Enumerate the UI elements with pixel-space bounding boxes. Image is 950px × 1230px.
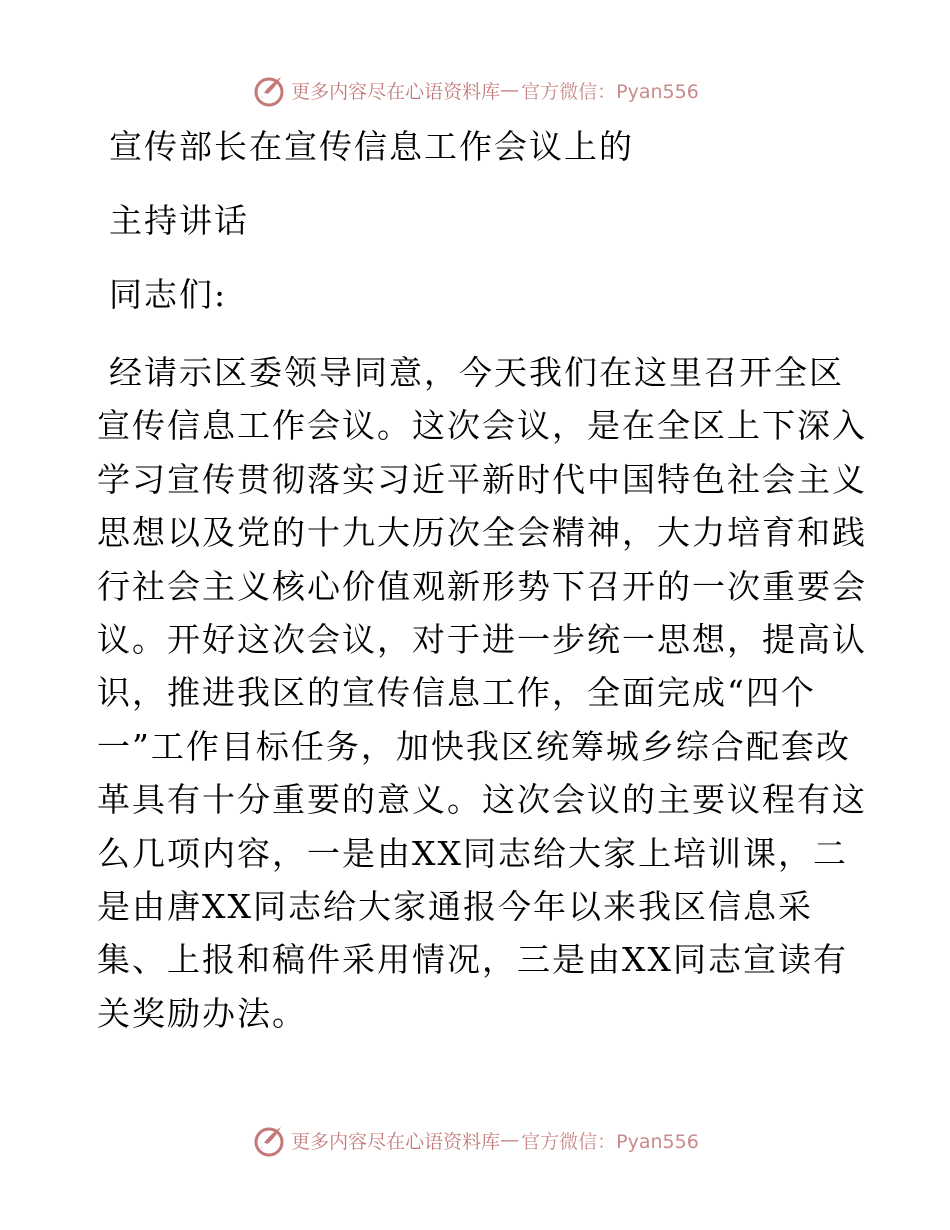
banner-wechat: 官方微信：Pyan556 (521, 1130, 699, 1153)
document-title-line-2: 主持讲话 (109, 201, 249, 240)
quill-ink-logo-icon (251, 1122, 287, 1158)
paragraph-line: 议。开好这次会议，对于进一步统一思想，提高认 (97, 619, 867, 659)
banner-separator: — (500, 1129, 520, 1151)
paragraph-line: 一”工作目标任务，加快我区统筹城乡综合配套改 (97, 726, 851, 766)
paragraph-line: 革具有十分重要的意义。这次会议的主要议程有这 (97, 780, 867, 820)
paragraph-line: 行社会主义核心价值观新形势下召开的一次重要会 (97, 566, 867, 606)
paragraph-line: 宣传信息工作会议。这次会议，是在全区上下深入 (97, 406, 867, 446)
banner-text: 更多内容尽在心语资料库 (291, 1130, 501, 1153)
paragraph-line: 识，推进我区的宣传信息工作，全面完成“四个 (97, 673, 816, 713)
banner-text: 更多内容尽在心语资料库 (291, 80, 501, 103)
footer-watermark-banner (0, 1120, 950, 1160)
paragraph-line: 么几项内容，一是由XX同志给大家上培训课，二 (97, 833, 848, 873)
document-title-line-1: 宣传部长在宣传信息工作会议上的 (109, 127, 634, 166)
banner-separator: — (500, 79, 520, 101)
paragraph-line: 关奖励办法。 (97, 993, 307, 1033)
speech-paragraph (97, 346, 867, 1040)
salutation: 同志们: (109, 275, 228, 314)
banner-wechat: 官方微信：Pyan556 (521, 80, 699, 103)
paragraph-line: 是由唐XX同志给大家通报今年以来我区信息采 (97, 886, 813, 926)
paragraph-line: 经请示区委领导同意，今天我们在这里召开全区 (109, 353, 844, 392)
paragraph-line: 学习宣传贯彻落实习近平新时代中国特色社会主义 (97, 459, 867, 499)
paragraph-line: 集、上报和稿件采用情况，三是由XX同志宣读有 (97, 940, 848, 980)
paragraph-line: 思想以及党的十九大历次全会精神，大力培育和践 (97, 513, 867, 553)
header-watermark-banner (0, 70, 950, 110)
quill-ink-logo-icon (251, 72, 287, 108)
